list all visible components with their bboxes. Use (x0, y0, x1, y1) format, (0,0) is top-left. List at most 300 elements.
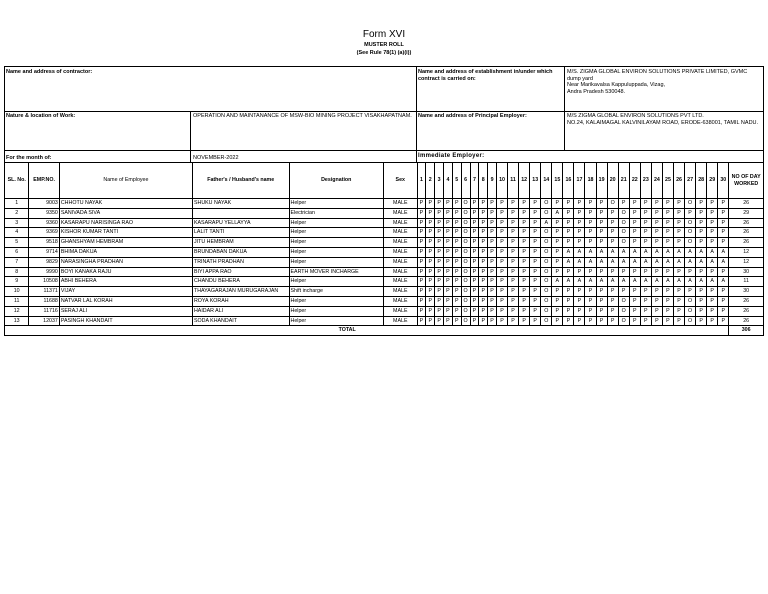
attendance-cell: P (508, 316, 519, 326)
table-row (5, 208, 764, 218)
col-day: 17 (574, 163, 585, 199)
attendance-cell: P (530, 247, 541, 257)
attendance-cell: A (596, 257, 607, 267)
attendance-cell: P (435, 208, 444, 218)
table-row (5, 228, 764, 238)
attendance-cell: P (718, 287, 729, 297)
attendance-cell: P (563, 267, 574, 277)
attendance-cell: P (470, 287, 479, 297)
attendance-cell: P (662, 316, 673, 326)
attendance-cell: P (629, 199, 640, 209)
sl-no-cell: 11 (5, 296, 29, 306)
col-day: 11 (508, 163, 519, 199)
attendance-cell: P (718, 316, 729, 326)
col-day: 25 (662, 163, 673, 199)
attendance-cell: P (435, 238, 444, 248)
designation-cell: Helper (289, 228, 384, 238)
days-worked-cell: 30 (729, 287, 764, 297)
attendance-cell: P (640, 228, 651, 238)
attendance-cell: P (488, 316, 497, 326)
muster-roll-table (4, 162, 764, 336)
attendance-cell: P (530, 208, 541, 218)
attendance-cell: P (508, 267, 519, 277)
attendance-cell: P (574, 238, 585, 248)
attendance-cell: P (530, 306, 541, 316)
col-emp-no: EMP.NO. (29, 163, 59, 199)
attendance-cell: P (662, 208, 673, 218)
attendance-cell: A (685, 257, 696, 267)
attendance-cell: P (596, 199, 607, 209)
attendance-cell: P (508, 238, 519, 248)
attendance-cell: P (508, 296, 519, 306)
father-name-cell: TRINATH PRADHAN (192, 257, 289, 267)
col-day: 30 (718, 163, 729, 199)
attendance-cell: O (541, 208, 552, 218)
attendance-cell: P (662, 218, 673, 228)
attendance-cell: O (541, 199, 552, 209)
attendance-cell: P (426, 277, 435, 287)
days-worked-cell: 29 (729, 208, 764, 218)
attendance-cell: O (461, 208, 470, 218)
attendance-cell: P (596, 218, 607, 228)
emp-no-cell: 9360 (29, 218, 59, 228)
table-body (5, 199, 764, 336)
attendance-cell: P (417, 238, 426, 248)
designation-cell: Electrician (289, 208, 384, 218)
attendance-cell: P (662, 228, 673, 238)
attendance-cell: P (488, 257, 497, 267)
attendance-cell: P (470, 208, 479, 218)
attendance-cell: P (563, 238, 574, 248)
attendance-cell: O (618, 306, 629, 316)
sex-cell: MALE (384, 228, 418, 238)
attendance-cell: P (563, 228, 574, 238)
attendance-cell: A (541, 218, 552, 228)
attendance-cell: P (629, 316, 640, 326)
col-sex: Sex (384, 163, 418, 199)
sex-cell: MALE (384, 306, 418, 316)
total-value: 306 (729, 326, 764, 336)
attendance-cell: O (541, 247, 552, 257)
attendance-cell: O (461, 287, 470, 297)
attendance-cell: P (488, 228, 497, 238)
emp-no-cell: 9350 (29, 208, 59, 218)
sex-cell: MALE (384, 218, 418, 228)
attendance-cell: P (530, 277, 541, 287)
days-worked-cell: 26 (729, 199, 764, 209)
attendance-cell: P (607, 208, 618, 218)
attendance-cell: P (640, 296, 651, 306)
attendance-cell: A (707, 247, 718, 257)
col-day: 9 (488, 163, 497, 199)
father-name-cell: JITU HEMBRAM (192, 238, 289, 248)
attendance-cell: P (629, 218, 640, 228)
attendance-cell: O (461, 257, 470, 267)
establishment-label: Name and address of establishment in/under which contract is carried on: (418, 69, 553, 82)
attendance-cell: P (519, 208, 530, 218)
attendance-cell: P (618, 199, 629, 209)
attendance-cell: P (596, 287, 607, 297)
emp-no-cell: 11716 (29, 306, 59, 316)
attendance-cell: A (696, 257, 707, 267)
attendance-cell: P (707, 287, 718, 297)
attendance-cell: P (444, 306, 453, 316)
attendance-cell: A (662, 247, 673, 257)
attendance-cell: P (530, 267, 541, 277)
designation-cell: Helper (289, 257, 384, 267)
attendance-cell: P (596, 306, 607, 316)
attendance-cell: A (563, 257, 574, 267)
attendance-cell: P (640, 199, 651, 209)
attendance-cell: P (629, 267, 640, 277)
attendance-cell: P (574, 267, 585, 277)
sl-no-cell: 5 (5, 238, 29, 248)
attendance-cell: P (673, 228, 684, 238)
attendance-cell: P (426, 287, 435, 297)
employee-name-cell: SANIVADA SIVA (59, 208, 192, 218)
designation-cell: Helper (289, 277, 384, 287)
attendance-cell: A (662, 257, 673, 267)
attendance-cell: O (461, 218, 470, 228)
attendance-cell: P (444, 287, 453, 297)
sex-cell: MALE (384, 199, 418, 209)
attendance-cell: P (519, 277, 530, 287)
attendance-cell: P (662, 199, 673, 209)
col-day: 4 (444, 163, 453, 199)
attendance-cell: P (452, 247, 461, 257)
attendance-cell: P (519, 228, 530, 238)
father-name-cell: CHANDU BEHERA (192, 277, 289, 287)
sex-cell: MALE (384, 277, 418, 287)
attendance-cell: P (444, 208, 453, 218)
attendance-cell: A (618, 247, 629, 257)
days-worked-cell: 26 (729, 306, 764, 316)
principal-value: M/S ZIGMA GLOBAL ENVIRON SOLUTIONS PVT LTD. NO.24, KALAIMAGAL KALVINILAYAM ROAD, ERODE-638001, TAMIL NADU. (567, 113, 759, 126)
attendance-cell: O (685, 228, 696, 238)
attendance-cell: P (607, 306, 618, 316)
attendance-cell: P (426, 228, 435, 238)
attendance-cell: P (519, 267, 530, 277)
form-title: Form XVI (362, 29, 406, 40)
attendance-cell: P (673, 199, 684, 209)
attendance-cell: P (552, 247, 563, 257)
attendance-cell: A (596, 247, 607, 257)
attendance-cell: P (444, 316, 453, 326)
attendance-cell: O (685, 316, 696, 326)
attendance-cell: P (519, 287, 530, 297)
attendance-cell: O (685, 218, 696, 228)
sl-no-cell: 4 (5, 228, 29, 238)
father-name-cell: SHUKU NAYAK (192, 199, 289, 209)
attendance-cell: P (563, 218, 574, 228)
attendance-cell: P (435, 218, 444, 228)
col-employee-name: Name of Employee (59, 163, 192, 199)
attendance-cell: O (685, 199, 696, 209)
father-name-cell: ROYA KORAH (192, 296, 289, 306)
attendance-cell: P (452, 208, 461, 218)
attendance-cell: P (662, 238, 673, 248)
attendance-cell: A (585, 247, 596, 257)
sl-no-cell: 8 (5, 267, 29, 277)
attendance-cell: O (461, 238, 470, 248)
attendance-cell: P (479, 208, 488, 218)
attendance-cell: A (552, 277, 563, 287)
attendance-cell: P (574, 208, 585, 218)
attendance-cell: P (508, 287, 519, 297)
father-name-cell: HAIDAR ALI (192, 306, 289, 316)
table-row (5, 287, 764, 297)
attendance-cell: P (452, 267, 461, 277)
attendance-cell: P (640, 287, 651, 297)
attendance-cell: A (673, 257, 684, 267)
attendance-cell: P (696, 218, 707, 228)
attendance-cell: P (629, 306, 640, 316)
table-row (5, 306, 764, 316)
days-worked-cell: 11 (729, 277, 764, 287)
employee-name-cell: BOYI KANAKA RAJU (59, 267, 192, 277)
attendance-cell: A (696, 277, 707, 287)
attendance-cell: P (496, 306, 507, 316)
attendance-cell: P (508, 247, 519, 257)
attendance-cell: O (541, 287, 552, 297)
attendance-cell: P (426, 257, 435, 267)
attendance-cell: P (496, 296, 507, 306)
col-day: 13 (530, 163, 541, 199)
attendance-cell: P (552, 306, 563, 316)
emp-no-cell: 9518 (29, 238, 59, 248)
attendance-cell: P (574, 199, 585, 209)
attendance-cell: P (417, 247, 426, 257)
attendance-cell: P (435, 267, 444, 277)
col-day: 24 (651, 163, 662, 199)
attendance-cell: O (618, 316, 629, 326)
form-subtitle: MUSTER ROLL (364, 42, 404, 48)
attendance-cell: P (435, 277, 444, 287)
designation-cell: Helper (289, 247, 384, 257)
attendance-cell: P (651, 306, 662, 316)
attendance-cell: P (496, 218, 507, 228)
attendance-cell: P (479, 257, 488, 267)
attendance-cell: P (563, 296, 574, 306)
attendance-cell: P (470, 296, 479, 306)
attendance-cell: P (435, 199, 444, 209)
col-designation: Designation (289, 163, 384, 199)
attendance-cell: P (435, 247, 444, 257)
attendance-cell: P (718, 208, 729, 218)
attendance-cell: P (552, 316, 563, 326)
attendance-cell: P (417, 287, 426, 297)
attendance-cell: P (585, 199, 596, 209)
employee-name-cell: BHIMA DAKUA (59, 247, 192, 257)
emp-no-cell: 9003 (29, 199, 59, 209)
attendance-cell: A (685, 277, 696, 287)
attendance-cell: P (444, 247, 453, 257)
attendance-cell: P (479, 228, 488, 238)
attendance-cell: P (417, 267, 426, 277)
attendance-cell: P (452, 277, 461, 287)
attendance-cell: O (461, 316, 470, 326)
attendance-cell: P (496, 277, 507, 287)
attendance-cell: P (488, 277, 497, 287)
attendance-cell: A (718, 257, 729, 267)
attendance-cell: P (479, 316, 488, 326)
designation-cell: EARTH MOVER INCHARGE (289, 267, 384, 277)
attendance-cell: P (508, 208, 519, 218)
emp-no-cell: 9990 (29, 267, 59, 277)
attendance-cell: P (585, 316, 596, 326)
attendance-cell: P (508, 257, 519, 267)
sex-cell: MALE (384, 247, 418, 257)
attendance-cell: A (640, 277, 651, 287)
attendance-cell: A (640, 247, 651, 257)
attendance-cell: P (470, 257, 479, 267)
emp-no-cell: 11688 (29, 296, 59, 306)
attendance-cell: P (519, 306, 530, 316)
attendance-cell: P (596, 267, 607, 277)
col-day: 15 (552, 163, 563, 199)
col-day: 28 (696, 163, 707, 199)
attendance-cell: P (607, 228, 618, 238)
attendance-cell: P (444, 277, 453, 287)
attendance-cell: P (607, 316, 618, 326)
muster-header (4, 66, 764, 162)
employee-name-cell: NATVAR LAL KORAH (59, 296, 192, 306)
employee-name-cell: CHHOTU NAYAK (59, 199, 192, 209)
immediate-employer-label: Immediate Employer: (418, 153, 485, 159)
attendance-cell: P (452, 238, 461, 248)
attendance-cell: P (696, 238, 707, 248)
sl-no-cell: 1 (5, 199, 29, 209)
sex-cell: MALE (384, 267, 418, 277)
attendance-cell: P (596, 208, 607, 218)
attendance-cell: P (696, 287, 707, 297)
attendance-cell: P (629, 296, 640, 306)
attendance-cell: O (618, 228, 629, 238)
attendance-cell: P (640, 218, 651, 228)
col-day: 29 (707, 163, 718, 199)
attendance-cell: A (707, 277, 718, 287)
employee-name-cell: GHANSHYAM HEMBRAM (59, 238, 192, 248)
attendance-cell: P (479, 247, 488, 257)
attendance-cell: P (718, 228, 729, 238)
attendance-cell: P (426, 296, 435, 306)
attendance-cell: P (596, 296, 607, 306)
father-name-cell: THAYAGARAJAN MURUGARAJAN (192, 287, 289, 297)
principal-label: Name and address of Principal Employer: (418, 113, 527, 119)
attendance-cell: P (496, 238, 507, 248)
designation-cell: Helper (289, 306, 384, 316)
table-header-row (5, 163, 764, 199)
attendance-cell: A (563, 277, 574, 287)
days-worked-cell: 26 (729, 228, 764, 238)
attendance-cell: O (607, 199, 618, 209)
work-label: Nature & location of Work: (6, 113, 76, 119)
attendance-cell: P (426, 247, 435, 257)
attendance-cell: P (585, 208, 596, 218)
attendance-cell: A (618, 277, 629, 287)
attendance-cell: P (470, 277, 479, 287)
attendance-cell: P (426, 208, 435, 218)
attendance-cell: P (707, 316, 718, 326)
table-row (5, 238, 764, 248)
attendance-cell: P (673, 267, 684, 277)
attendance-cell: P (673, 306, 684, 316)
attendance-cell: P (607, 238, 618, 248)
attendance-cell: P (629, 287, 640, 297)
attendance-cell: A (563, 247, 574, 257)
sl-no-cell: 2 (5, 208, 29, 218)
attendance-cell: P (607, 287, 618, 297)
employee-name-cell: ABHI BEHERA (59, 277, 192, 287)
attendance-cell: O (461, 296, 470, 306)
attendance-cell: P (696, 199, 707, 209)
attendance-cell: A (585, 257, 596, 267)
attendance-cell: O (541, 277, 552, 287)
establishment-value: M/S. ZIGMA GLOBAL ENVIRON SOLUTIONS PRIVATE LIMITED, GVMC dump yard Near Marikavalsa Kappuluppada, Vizag, Andra Pradesh 530048. (567, 69, 748, 95)
attendance-cell: A (673, 247, 684, 257)
emp-no-cell: 9714 (29, 247, 59, 257)
contractor-label: Name and address of contractor: (6, 69, 93, 75)
attendance-cell: P (470, 228, 479, 238)
col-day: 27 (685, 163, 696, 199)
attendance-cell: P (470, 199, 479, 209)
sl-no-cell: 9 (5, 277, 29, 287)
designation-cell: Helper (289, 238, 384, 248)
attendance-cell: P (470, 316, 479, 326)
attendance-cell: P (552, 257, 563, 267)
attendance-cell: P (718, 199, 729, 209)
attendance-cell: P (707, 267, 718, 277)
attendance-cell: P (585, 306, 596, 316)
attendance-cell: P (718, 296, 729, 306)
attendance-cell: P (452, 218, 461, 228)
attendance-cell: P (607, 267, 618, 277)
attendance-cell: P (618, 267, 629, 277)
col-day: 20 (607, 163, 618, 199)
col-day: 19 (596, 163, 607, 199)
attendance-cell: P (452, 287, 461, 297)
attendance-cell: P (673, 208, 684, 218)
designation-cell: Shift incharge (289, 287, 384, 297)
attendance-cell: P (673, 238, 684, 248)
attendance-cell: P (496, 257, 507, 267)
sex-cell: MALE (384, 296, 418, 306)
emp-no-cell: 10508 (29, 277, 59, 287)
attendance-cell: P (640, 316, 651, 326)
attendance-cell: P (444, 199, 453, 209)
attendance-cell: A (673, 277, 684, 287)
attendance-cell: P (563, 287, 574, 297)
attendance-cell: A (574, 257, 585, 267)
employee-name-cell: NARASINGHA PRADHAN (59, 257, 192, 267)
attendance-cell: P (452, 228, 461, 238)
attendance-cell: P (452, 296, 461, 306)
table-row (5, 277, 764, 287)
attendance-cell: A (718, 277, 729, 287)
work-value: OPERATION AND MAINTANANCE OF MSW-BIO MINING PROJECT VISAKHAPATNAM. (193, 113, 412, 119)
col-days-worked: NO OF DAY WORKED (729, 163, 764, 199)
attendance-cell: P (585, 267, 596, 277)
days-worked-cell: 26 (729, 238, 764, 248)
attendance-cell: P (596, 316, 607, 326)
attendance-cell: P (585, 238, 596, 248)
sex-cell: MALE (384, 287, 418, 297)
attendance-cell: P (426, 306, 435, 316)
attendance-cell: P (696, 208, 707, 218)
attendance-cell: P (496, 316, 507, 326)
col-day: 2 (426, 163, 435, 199)
attendance-cell: A (718, 247, 729, 257)
